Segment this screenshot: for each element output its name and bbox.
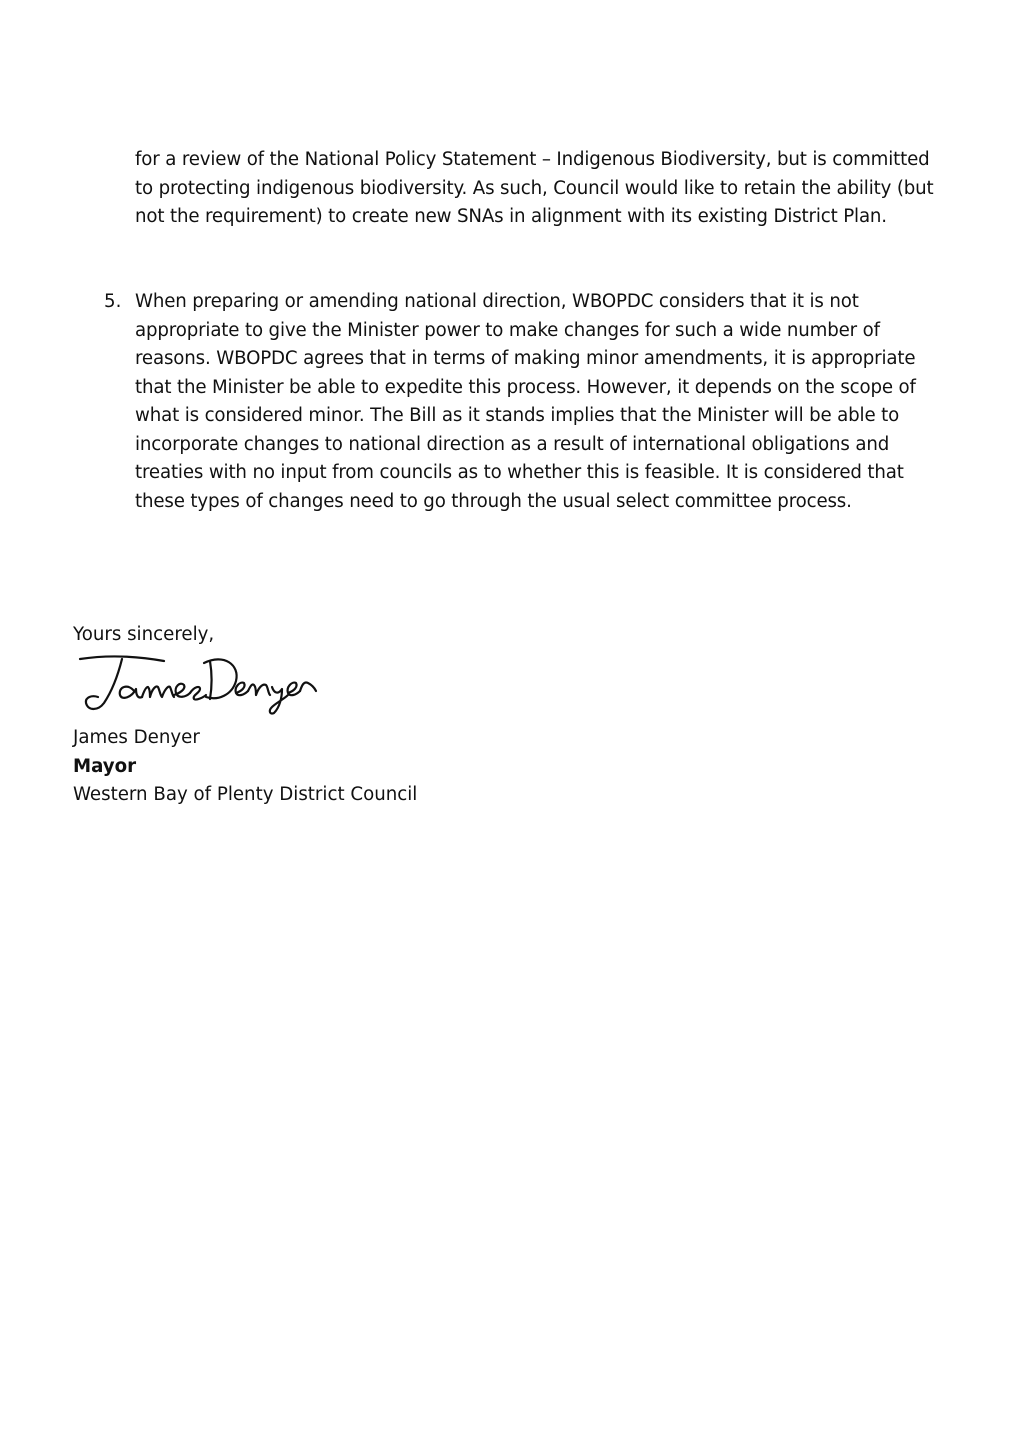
signatory-name: James Denyer [73, 727, 200, 748]
item-text: When preparing or amending national direction, WBOPDC considers that it is not appropriate to give the Minister power to make changes for such a wide number of reasons. WBOPDC agrees that in terms of making minor amendments, it is appropriate that the Minister be able to expedite this process. However, it depends on the scope of what is considered minor. The Bill as it stands implies that the Minister will be able to incorporate changes to national direction as a result of international obligations and treaties with no input from councils as to whether this is feasible. It is considered that these types of changes need to go through the usual select committee process. [135, 291, 916, 512]
signatory-organisation: Western Bay of Plenty District Council [73, 784, 418, 805]
continued-paragraph: for a review of the National Policy Statement – Indigenous Biodiversity, but is committed to protecting indigenous biodiversity. As such, Council would like to retain the ability (but not the requirement) to create new SNAs in alignment with its existing District Plan. [135, 149, 934, 227]
numbered-item [104, 288, 950, 516]
item-number: 5. [104, 291, 122, 312]
handwritten-signature-icon [76, 651, 320, 717]
closing-salutation: Yours sincerely, [73, 624, 215, 645]
signatory-role: Mayor [73, 755, 137, 777]
signature-block [73, 724, 417, 810]
